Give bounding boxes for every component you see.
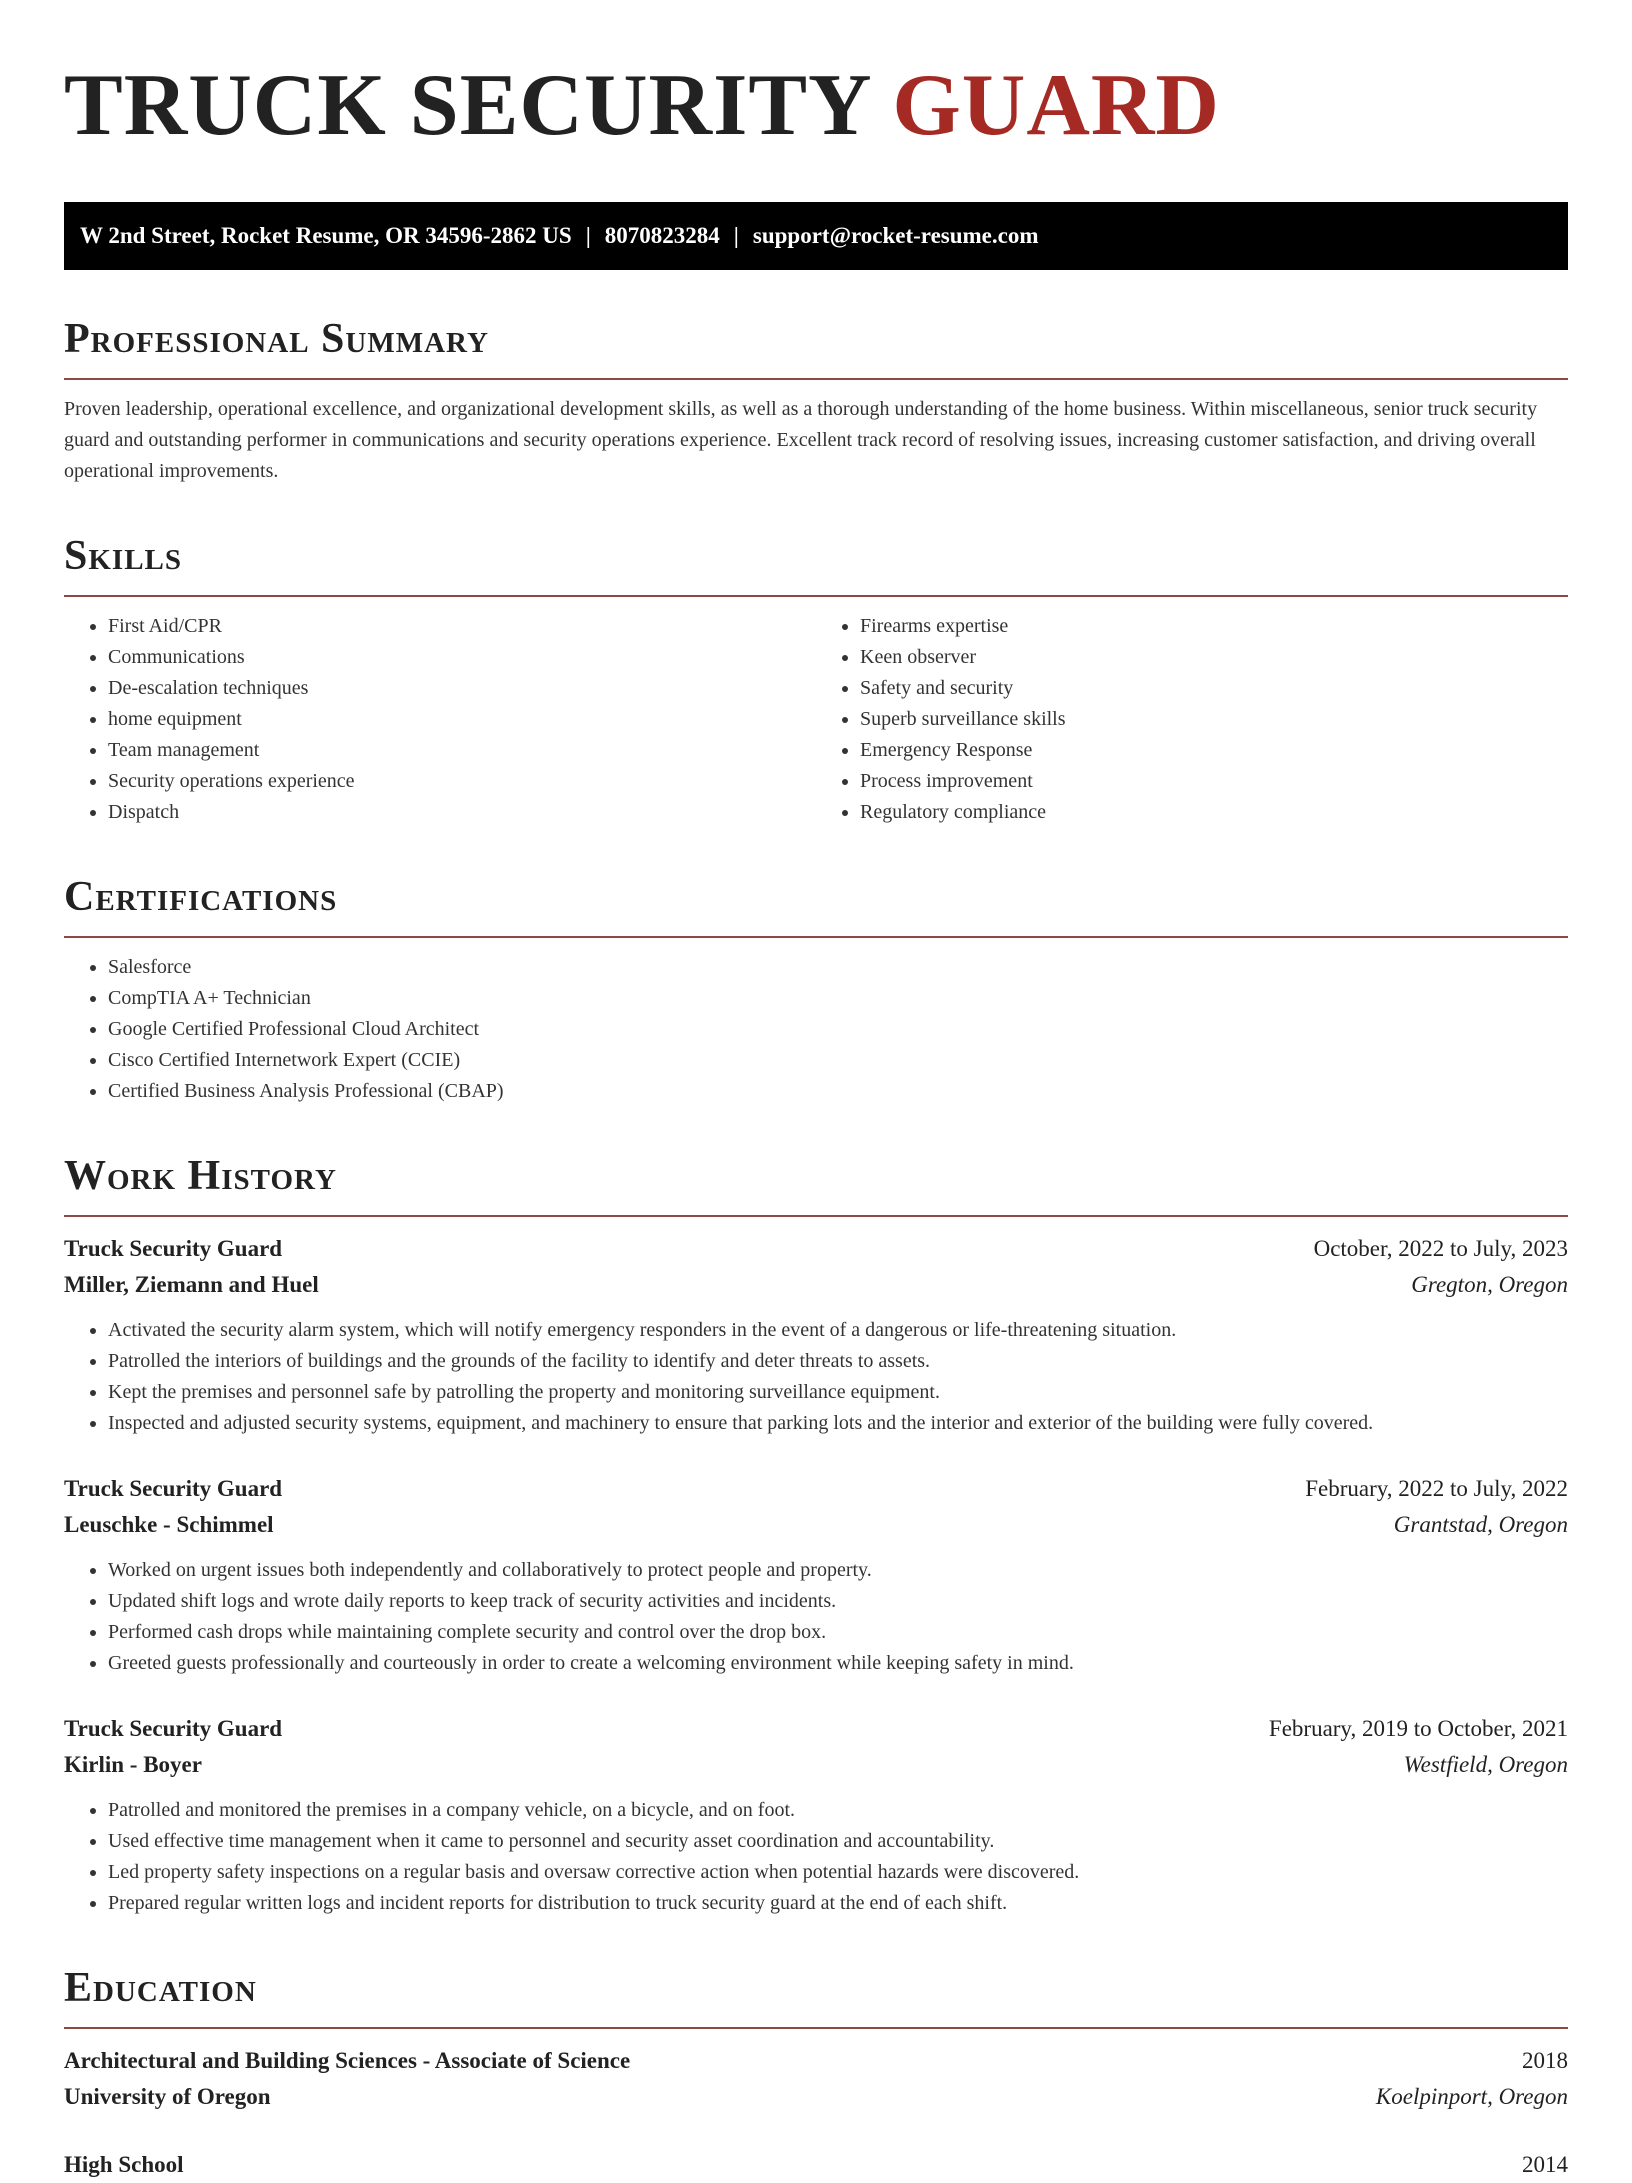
skills-list-right [816, 611, 1568, 828]
contact-bar [64, 202, 1568, 270]
contact-phone[interactable]: 8070823284 [604, 223, 720, 248]
resume-name [64, 56, 1568, 156]
skill-item: • Emergency Response [860, 735, 1568, 766]
job-duty: • Patrolled and monitored the premises in a company vehicle, on a bicycle, and on foot. [108, 1795, 1568, 1826]
education-school: University of Oregon [64, 2084, 271, 2109]
certification-item: • Cisco Certified Internetwork Expert (CCIE) [108, 1045, 1568, 1076]
job-duty: • Prepared regular written logs and incident reports for distribution to truck security guard at the end of each shift. [108, 1888, 1568, 1919]
skill-item: • Communications [108, 642, 816, 673]
education-year: 2014 [1522, 2152, 1568, 2177]
job-role: Truck Security Guard [64, 1716, 283, 1741]
job-entry [64, 1471, 1568, 1679]
job-company-row [64, 1507, 1568, 1543]
job-dates: February, 2019 to October, 2021 [1268, 1716, 1568, 1741]
job-dates: October, 2022 to July, 2023 [1313, 1236, 1568, 1261]
job-duty: • Greeted guests professionally and courteously in order to create a welcoming environment while keeping safety in mind. [108, 1648, 1568, 1679]
job-duty: • Activated the security alarm system, which will notify emergency responders in the event of a dangerous or life-threatening situation. [108, 1315, 1568, 1346]
section-divider [64, 378, 1568, 380]
skills-heading: Skills [64, 533, 183, 579]
education-school-row [64, 2079, 1568, 2115]
skill-item: • Safety and security [860, 673, 1568, 704]
skills-grid [64, 611, 1568, 828]
job-duties [64, 1795, 1568, 1919]
work-history-heading: Work History [64, 1153, 337, 1199]
education-degree-row [64, 2043, 1568, 2079]
job-entry [64, 1711, 1568, 1919]
skill-item: • Regulatory compliance [860, 797, 1568, 828]
certifications-list [64, 952, 1568, 1107]
contact-address: W 2nd Street, Rocket Resume, OR 34596-2862 US [80, 223, 572, 248]
name-accent: GUARD [892, 57, 1220, 154]
job-duty: • Kept the premises and personnel safe by patrolling the property and monitoring surveillance equipment. [108, 1377, 1568, 1408]
certification-item: • Certified Business Analysis Professional (CBAP) [108, 1076, 1568, 1107]
education-location: Koelpinport, Oregon [1375, 2084, 1568, 2109]
education-entry [64, 2043, 1568, 2115]
skill-item: • Team management [108, 735, 816, 766]
education-entry [64, 2147, 1568, 2183]
education-year: 2018 [1522, 2048, 1568, 2073]
skill-item: • Superb surveillance skills [860, 704, 1568, 735]
job-duties [64, 1315, 1568, 1439]
certification-item: • CompTIA A+ Technician [108, 983, 1568, 1014]
job-company: Kirlin - Boyer [64, 1752, 202, 1777]
section-divider [64, 936, 1568, 938]
skill-item: • Dispatch [108, 797, 816, 828]
job-duty: • Worked on urgent issues both independently and collaboratively to protect people and property. [108, 1555, 1568, 1586]
skill-item: • De-escalation techniques [108, 673, 816, 704]
job-entry [64, 1231, 1568, 1439]
skill-item: • Keen observer [860, 642, 1568, 673]
job-dates: February, 2022 to July, 2022 [1305, 1476, 1568, 1501]
job-company: Miller, Ziemann and Huel [64, 1272, 319, 1297]
job-duty: • Inspected and adjusted security systems, equipment, and machinery to ensure that parking lots and the interior and exterior of the building were fully covered. [108, 1408, 1568, 1439]
summary-heading: Professional Summary [64, 316, 489, 362]
job-duty: • Led property safety inspections on a regular basis and oversaw corrective action when potential hazards were discovered. [108, 1857, 1568, 1888]
job-header-row [64, 1711, 1568, 1747]
skill-item: • Firearms expertise [860, 611, 1568, 642]
name-main: TRUCK SECURITY [64, 57, 870, 154]
job-duty: • Patrolled the interiors of buildings and the grounds of the facility to identify and deter threats to assets. [108, 1346, 1568, 1377]
skill-item: • Process improvement [860, 766, 1568, 797]
job-header-row [64, 1231, 1568, 1267]
job-duties [64, 1555, 1568, 1679]
job-location: Grantstad, Oregon [1393, 1512, 1568, 1537]
job-location: Westfield, Oregon [1403, 1752, 1568, 1777]
skills-list-left [64, 611, 816, 828]
certification-item: • Google Certified Professional Cloud Architect [108, 1014, 1568, 1045]
contact-separator: | [585, 223, 591, 248]
section-divider [64, 595, 1568, 597]
skill-item: • home equipment [108, 704, 816, 735]
section-divider [64, 2027, 1568, 2029]
summary-text: Proven leadership, operational excellence, and organizational development skills, as well as a thorough understanding of the home business. Within miscellaneous, senior truck security guard and outstanding performer in communications and security operations experience. Excellent track record of resolving issues, increasing customer satisfaction, and driving overall operational improvements. [64, 398, 1538, 482]
job-company-row [64, 1267, 1568, 1303]
job-role: Truck Security Guard [64, 1236, 283, 1261]
job-duty: • Updated shift logs and wrote daily reports to keep track of security activities and incidents. [108, 1586, 1568, 1617]
certifications-heading: Certifications [64, 874, 338, 920]
section-divider [64, 1215, 1568, 1217]
skill-item: • First Aid/CPR [108, 611, 816, 642]
job-company-row [64, 1747, 1568, 1783]
job-company: Leuschke - Schimmel [64, 1512, 274, 1537]
job-location: Gregton, Oregon [1411, 1272, 1568, 1297]
education-degree: High School [64, 2152, 184, 2177]
skill-item: • Security operations experience [108, 766, 816, 797]
education-degree: Architectural and Building Sciences - Associate of Science [64, 2048, 631, 2073]
education-heading: Education [64, 1965, 257, 2011]
job-duty: • Used effective time management when it came to personnel and security asset coordination and accountability. [108, 1826, 1568, 1857]
contact-email[interactable]: support@rocket-resume.com [752, 223, 1039, 248]
certification-item: • Salesforce [108, 952, 1568, 983]
job-duty: • Performed cash drops while maintaining complete security and control over the drop box. [108, 1617, 1568, 1648]
contact-separator: | [733, 223, 739, 248]
job-role: Truck Security Guard [64, 1476, 283, 1501]
job-header-row [64, 1471, 1568, 1507]
education-degree-row [64, 2147, 1568, 2183]
